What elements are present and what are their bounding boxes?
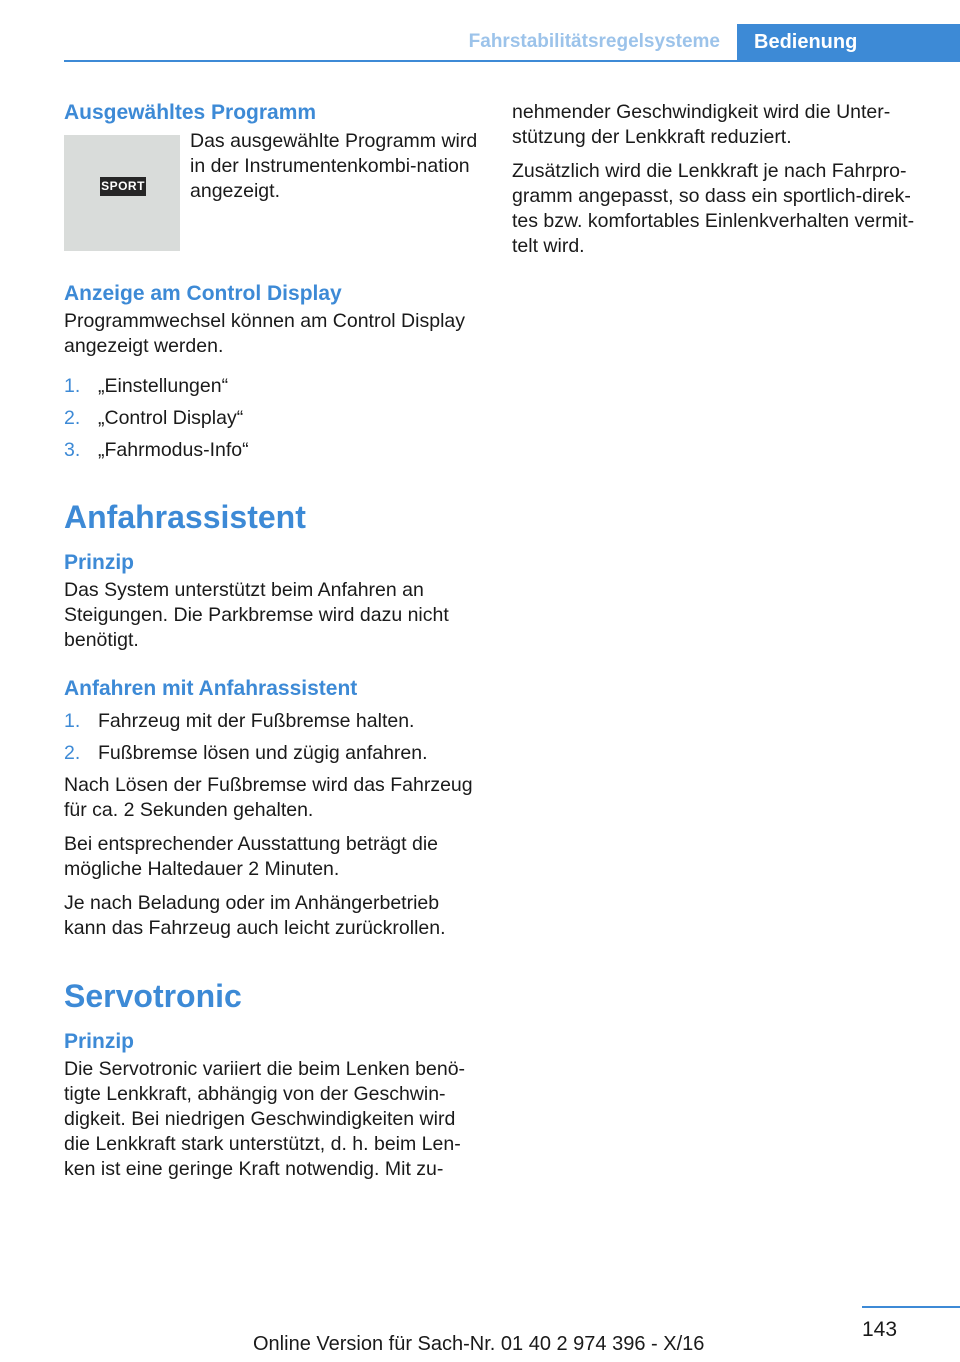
- left-column: [64, 100, 480, 1182]
- sport-mode-indicator: SPORT: [100, 177, 146, 196]
- list-text: „Einstellungen“: [98, 375, 229, 398]
- page-number: 143: [862, 1318, 898, 1341]
- list-item: [64, 438, 480, 463]
- selected-program-text: Das ausgewählte Programm wird in der Instrumentenkombi‐nation angezeigt.: [190, 130, 478, 203]
- list-text: „Control Display“: [98, 407, 244, 430]
- list-item: [64, 709, 480, 734]
- list-item: [64, 374, 480, 399]
- title-servotronic: Servotronic: [64, 978, 242, 1015]
- header-rule: [64, 60, 960, 62]
- footer-text: Online Version für Sach-Nr. 01 40 2 974 396 - X/16: [253, 1333, 705, 1355]
- list-text: „Fahrmodus-Info“: [98, 439, 249, 462]
- list-number: 1.: [64, 375, 81, 398]
- list-number: 1.: [64, 710, 81, 733]
- anfahr-paragraph: Nach Lösen der Fußbremse wird das Fahrzeug für ca. 2 Sekunden gehalten.: [64, 774, 473, 822]
- control-display-steps: [64, 374, 480, 463]
- heading-selected-program: Ausgewähltes Programm: [64, 101, 317, 124]
- instrument-cluster-figure: [64, 135, 180, 251]
- heading-servotronic-principle: Prinzip: [64, 1029, 135, 1053]
- running-header-section: Fahrstabilitätsregelsysteme: [468, 31, 720, 52]
- running-header-tab: Bedienung: [737, 24, 960, 62]
- heading-anfahr-principle: Prinzip: [64, 550, 135, 574]
- list-number: 2.: [64, 407, 81, 430]
- servotronic-principle-text: Die Servotronic variiert die beim Lenken benö‐tigte Lenkkraft, abhängig von der Geschwin‐digkeit. Bei niedrigen Geschwindigkeiten wird die Lenkkraft stark unterstützt, d. h. beim Len‐ken ist eine geringe Kraft notwendig. Mit zu‐: [64, 1057, 466, 1180]
- control-display-text: Programmwechsel können am Control Display angezeigt werden.: [64, 310, 465, 358]
- servotronic-continuation: nehmender Geschwindigkeit wird die Unter‐stützung der Lenkkraft reduziert.: [512, 101, 891, 148]
- list-number: 2.: [64, 742, 81, 765]
- right-column: [512, 100, 932, 259]
- list-number: 3.: [64, 439, 81, 462]
- list-text: Fußbremse lösen und zügig anfahren.: [98, 742, 428, 765]
- anfahr-paragraph: Bei entsprechender Ausstattung beträgt die mögliche Haltedauer 2 Minuten.: [64, 833, 439, 881]
- list-item: [64, 406, 480, 431]
- list-item: [64, 741, 480, 766]
- heading-control-display: Anzeige am Control Display: [64, 282, 342, 306]
- title-anfahrassistent: Anfahrassistent: [64, 499, 306, 536]
- footer-rule: [862, 1306, 960, 1308]
- selected-program-figure-row: [64, 130, 480, 251]
- anfahr-steps: [64, 709, 480, 766]
- list-text: Fahrzeug mit der Fußbremse halten.: [98, 710, 415, 733]
- servotronic-paragraph: Zusätzlich wird die Lenkkraft je nach Fahrpro‐gramm angepasst, so dass ein sportlich-direk‐tes bzw. komfortables Einlenkverhalten vermit‐telt wird.: [512, 160, 915, 257]
- heading-anfahr-usage: Anfahren mit Anfahrassistent: [64, 676, 358, 700]
- anfahr-paragraph: Je nach Beladung oder im Anhängerbetrieb kann das Fahrzeug auch leicht zurückrollen.: [64, 892, 446, 940]
- anfahr-principle-text: Das System unterstützt beim Anfahren an Steigungen. Die Parkbremse wird dazu nicht benötigt.: [64, 578, 449, 651]
